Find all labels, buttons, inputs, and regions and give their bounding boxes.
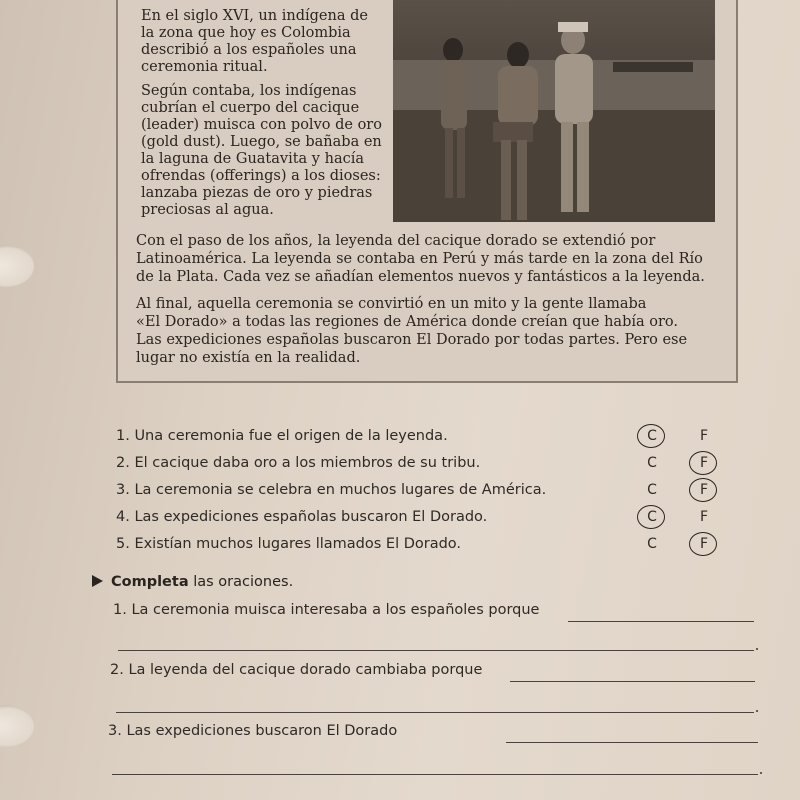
tf-item bbox=[116, 536, 736, 563]
para4-line3: Las expediciones españolas buscaron El Dorado por todas partes. Pero ese bbox=[136, 332, 688, 348]
answer-line-2b[interactable] bbox=[116, 712, 754, 713]
para2-line2: cubrían el cuerpo del cacique bbox=[141, 100, 360, 116]
option-c-label: C bbox=[647, 509, 657, 525]
binder-hole-top bbox=[0, 245, 34, 287]
para1-line4: ceremonia ritual. bbox=[141, 59, 268, 75]
option-f-label: F bbox=[699, 536, 709, 552]
sentence-2: 2. La leyenda del cacique dorado cambiaba porque bbox=[110, 662, 483, 678]
option-c[interactable] bbox=[638, 482, 666, 498]
answer-circle bbox=[637, 424, 665, 448]
ceremony-photo bbox=[393, 0, 715, 222]
option-f[interactable] bbox=[690, 428, 718, 444]
tf-item bbox=[116, 455, 736, 482]
option-c[interactable] bbox=[638, 455, 666, 471]
para2-line3: (leader) muisca con polvo de oro bbox=[141, 117, 382, 133]
para4-line4: lugar no existía en la realidad. bbox=[136, 350, 361, 366]
answer-circle bbox=[689, 478, 717, 502]
answer-line-1a[interactable] bbox=[568, 621, 754, 622]
para2-line8: preciosas al agua. bbox=[141, 202, 274, 218]
period-dot bbox=[756, 648, 758, 650]
answer-line-3a[interactable] bbox=[506, 742, 758, 743]
answer-circle bbox=[637, 505, 665, 529]
sentence-3: 3. Las expediciones buscaron El Dorado bbox=[108, 723, 398, 739]
tf-item bbox=[116, 482, 736, 509]
tf-item bbox=[116, 509, 736, 536]
completa-bold: Completa bbox=[111, 574, 189, 590]
option-f[interactable] bbox=[690, 509, 718, 525]
tf-item-text: 1. Una ceremonia fue el origen de la leyenda. bbox=[116, 428, 448, 444]
tf-item bbox=[116, 428, 736, 455]
para2-line5: la laguna de Guatavita y hacía bbox=[141, 151, 364, 167]
option-f[interactable] bbox=[690, 482, 718, 498]
binder-hole-bottom bbox=[0, 705, 34, 747]
option-f[interactable] bbox=[690, 536, 718, 552]
answer-circle bbox=[689, 451, 717, 475]
option-c-label: C bbox=[647, 455, 657, 471]
para2-line6: ofrendas (offerings) a los dioses: bbox=[141, 168, 381, 184]
para2-line1: Según contaba, los indígenas bbox=[141, 83, 357, 99]
option-f-label: F bbox=[699, 428, 709, 444]
para4-line2: «El Dorado» a todas las regiones de América donde creían que había oro. bbox=[136, 314, 678, 330]
para3-line1: Con el paso de los años, la leyenda del cacique dorado se extendió por bbox=[136, 233, 656, 249]
tf-item-text: 4. Las expediciones españolas buscaron El Dorado. bbox=[116, 509, 488, 525]
answer-line-3b[interactable] bbox=[112, 774, 758, 775]
completa-rest: las oraciones. bbox=[188, 574, 294, 590]
para3-line3: de la Plata. Cada vez se añadían elementos nuevos y fantásticos a la leyenda. bbox=[136, 269, 705, 285]
tf-item-text: 3. La ceremonia se celebra en muchos lugares de América. bbox=[116, 482, 547, 498]
option-c[interactable] bbox=[638, 536, 666, 552]
tf-item-text: 5. Existían muchos lugares llamados El Dorado. bbox=[116, 536, 462, 552]
period-dot bbox=[760, 772, 762, 774]
para2-line4: (gold dust). Luego, se bañaba en bbox=[141, 134, 382, 150]
option-f-label: F bbox=[699, 482, 709, 498]
para4-line1: Al final, aquella ceremonia se convirtió en un mito y la gente llamaba bbox=[136, 296, 647, 312]
option-c-label: C bbox=[647, 536, 657, 552]
triangle-bullet-icon bbox=[92, 575, 103, 587]
sentence-1: 1. La ceremonia muisca interesaba a los españoles porque bbox=[113, 602, 540, 618]
answer-line-1b[interactable] bbox=[118, 650, 754, 651]
period-dot bbox=[756, 710, 758, 712]
completa-heading bbox=[92, 574, 293, 590]
answer-line-2a[interactable] bbox=[510, 681, 755, 682]
para3-line2: Latinoamérica. La leyenda se contaba en Perú y más tarde en la zona del Río bbox=[136, 251, 703, 267]
option-c[interactable] bbox=[638, 428, 666, 444]
para1-line1: En el siglo XVI, un indígena de bbox=[141, 8, 368, 24]
answer-circle bbox=[689, 532, 717, 556]
option-c-label: C bbox=[647, 482, 657, 498]
para1-line2: la zona que hoy es Colombia bbox=[141, 25, 351, 41]
para1-line3: describió a los españoles una bbox=[141, 42, 357, 58]
tf-item-text: 2. El cacique daba oro a los miembros de su tribu. bbox=[116, 455, 481, 471]
option-c[interactable] bbox=[638, 509, 666, 525]
para2-line7: lanzaba piezas de oro y piedras bbox=[141, 185, 373, 201]
option-f[interactable] bbox=[690, 455, 718, 471]
option-c-label: C bbox=[647, 428, 657, 444]
option-f-label: F bbox=[699, 509, 709, 525]
option-f-label: F bbox=[699, 455, 709, 471]
